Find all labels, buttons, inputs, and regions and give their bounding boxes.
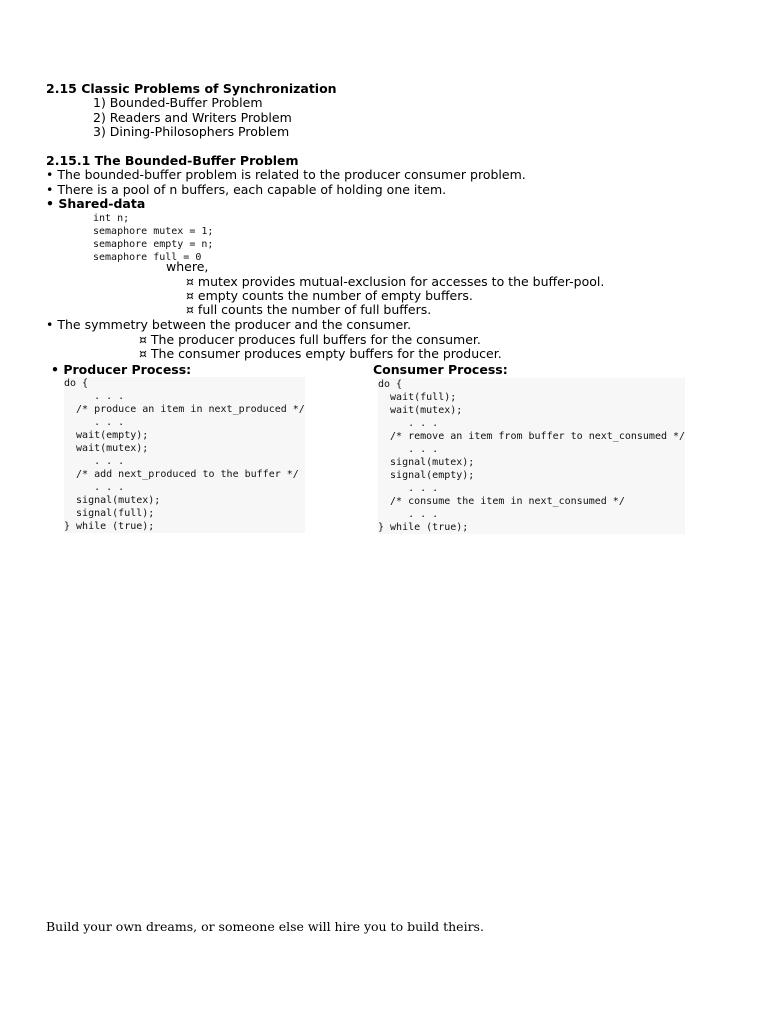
where-item: ¤ full counts the number of full buffers. — [186, 302, 432, 317]
footer-quote: Build your own dreams, or someone else will hire you to build theirs. — [46, 919, 484, 934]
producer-code: do { . . . /* produce an item in next_produced */ . . . wait(empty); wait(mutex); . . . /* add next_produced to the buffer */ . . . signal(mutex); signal(full); } while (true); — [64, 378, 305, 532]
problem-item: 2) Readers and Writers Problem — [93, 110, 292, 125]
consumer-label: Consumer Process: — [373, 362, 508, 377]
problem-item: 1) Bounded-Buffer Problem — [93, 95, 263, 110]
symmetry-label: • The symmetry between the producer and the consumer. — [46, 317, 412, 332]
consumer-code: do { wait(full); wait(mutex); . . . /* remove an item from buffer to next_consumed */ . . . signal(mutex); signal(empty); . . . /* consume the item in next_consumed */ . . . } while (true); — [378, 379, 686, 533]
where-label: where, — [166, 259, 209, 274]
shared-data-code: int n; semaphore mutex = 1; semaphore empty = n; semaphore full = 0 — [93, 213, 214, 263]
symmetry-item: ¤ The consumer produces empty buffers for the producer. — [139, 346, 502, 361]
section-title: 2.15 Classic Problems of Synchronization — [46, 81, 337, 96]
producer-label: • Producer Process: — [51, 362, 192, 377]
symmetry-item: ¤ The producer produces full buffers for the consumer. — [139, 332, 481, 347]
where-item: ¤ empty counts the number of empty buffers. — [186, 288, 473, 303]
shared-data-label: • Shared-data — [46, 196, 146, 211]
where-item: ¤ mutex provides mutual-exclusion for accesses to the buffer-pool. — [186, 274, 605, 289]
problem-item: 3) Dining-Philosophers Problem — [93, 124, 290, 139]
bullet-item: • There is a pool of n buffers, each capable of holding one item. — [46, 182, 447, 197]
bullet-item: • The bounded-buffer problem is related to the producer consumer problem. — [46, 167, 526, 182]
subsection-title: 2.15.1 The Bounded-Buffer Problem — [46, 153, 299, 168]
